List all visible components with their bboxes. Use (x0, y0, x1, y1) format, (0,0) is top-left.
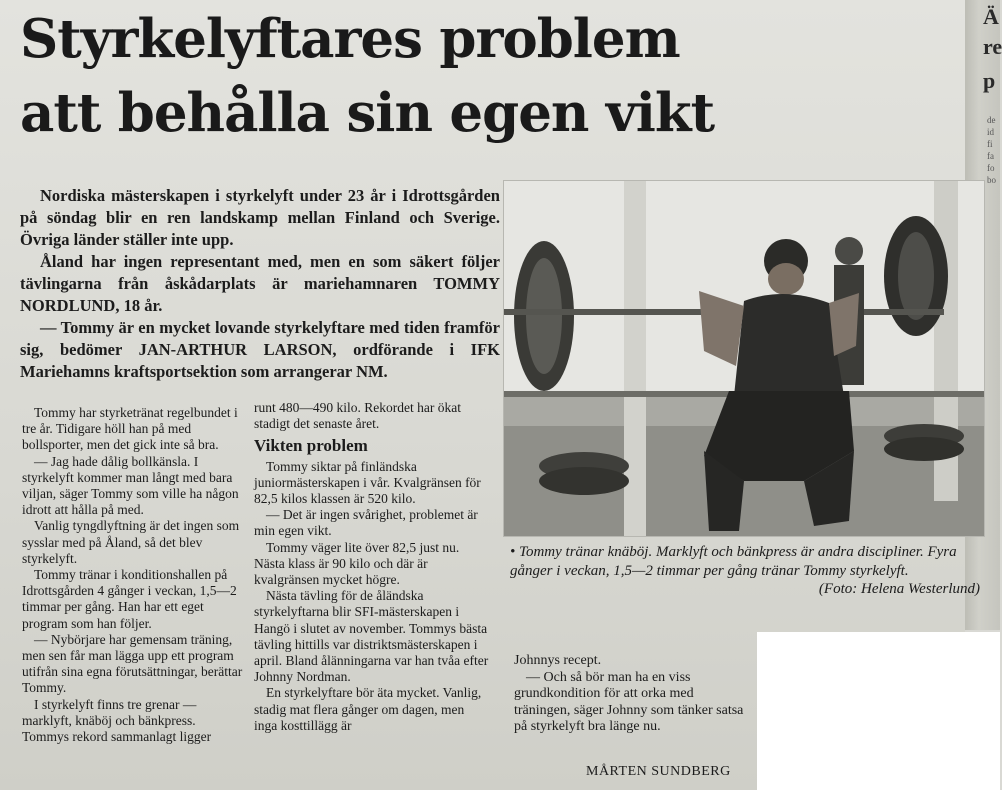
body-paragraph: Nästa tävling för de åländska styrkelyftarna blir SFI-mästerskapen i Hangö i slutet av november. Tommys bästa tävling hittills var distriktsmästerskapen i april. Bland ålänningarna var han tvåa efter Johnny Nordman. (254, 588, 489, 685)
photo-illustration (504, 181, 984, 536)
body-paragraph: Johnnys recept. (514, 653, 602, 668)
photo-caption (510, 543, 980, 599)
body-paragraph: — Det är ingen svårighet, problemet är min egen vikt. (254, 507, 478, 539)
lead-paragraph: — Tommy är en mycket lovande styrkelyftare med tiden framför sig, bedömer JAN-ARTHUR LARSON, ordförande i IFK Mariehamns kraftsportsektion som arrangerar NM. (20, 318, 500, 381)
edge-fragment: id (987, 127, 995, 137)
squat-photo (503, 180, 985, 537)
body-paragraph: Vanlig tyngdlyftning är det ingen som sysslar med på Åland, så det blev styrkelyft. (22, 518, 240, 566)
subheading: Vikten problem (254, 436, 368, 456)
caption-text: • Tommy tränar knäböj. Marklyft och bänkpress är andra discipliner. Fyra gånger i veckan, 1,5—2 timmar per gång tränar Tommy styrkelyft. (510, 544, 957, 579)
edge-fragment: fi (987, 139, 993, 149)
article-column-1 (22, 405, 244, 745)
body-paragraph: — Och så bör man ha en viss grundkondition för att orka med träningen, säger Johnny som tänker satsa på styrkelyft bra länge nu. (514, 669, 744, 734)
blank-corner (757, 632, 1000, 790)
body-paragraph: runt 480—490 kilo. Rekordet har ökat stadigt det senaste året. (254, 400, 461, 432)
body-paragraph: Tommy tränar i konditionshallen på Idrottsgården 4 gånger i veckan, 1,5—2 timmar per gång. Han har ett eget program som han följer. (22, 567, 237, 631)
body-paragraph: Tommy siktar på finländska juniormästerskapen i vår. Kvalgränsen för 82,5 kilos klassen är 520 kilo. (254, 458, 481, 507)
edge-fragment: fa (987, 151, 994, 161)
article-column-3 (514, 653, 746, 736)
lead-paragraph: Åland har ingen representant med, men en som säkert följer tävlingarna från åskådarplats är mariehamnaren TOMMY NORDLUND, 18 år. (20, 252, 500, 315)
lead-paragraph: Nordiska mästerskapen i styrkelyft under 23 år i Idrottsgården på söndag blir en ren landskamp mellan Finland och Sverige. Övriga länder ställer inte upp. (20, 186, 500, 249)
edge-fragment: bo (987, 175, 996, 185)
photo-credit: (Foto: Helena Westerlund) (818, 581, 980, 597)
headline-line-2: att behålla sin egen vikt (20, 82, 715, 144)
edge-letter: Ä (983, 4, 999, 29)
headline-line-1: Styrkelyftares problem (20, 8, 680, 70)
body-paragraph: I styrkelyft finns tre grenar — marklyft, knäböj och bänkpress. Tommys rekord sammanlagt ligger (22, 696, 212, 745)
body-paragraph: — Jag hade dålig bollkänsla. I styrkelyft kommer man långt med bara viljan, säger Tommy som ville ha någon idrott att hålla på med. (22, 453, 239, 518)
headline (20, 2, 780, 150)
edge-fragment: de (987, 115, 996, 125)
article-column-2 (254, 400, 490, 734)
edge-fragment: fo (987, 163, 995, 173)
lead-paragraphs (20, 185, 500, 383)
body-paragraph: Tommy väger lite över 82,5 just nu. Nästa klass är 90 kilo och där är kvalgränsen mycket högre. (254, 539, 460, 588)
body-paragraph: En styrkelyftare bör äta mycket. Vanlig, stadig mat flera gånger om dagen, men inga kosttillägg är (254, 685, 482, 733)
edge-letter: re (983, 34, 1002, 59)
byline: MÅRTEN SUNDBERG (586, 764, 731, 779)
body-paragraph: Tommy har styrketränat regelbundet i tre år. Tidigare höll han på med bollsporter, men det gick inte så bra. (22, 405, 238, 453)
edge-letter: p (983, 68, 996, 93)
body-paragraph: — Nybörjare har gemensam träning, men sen får man lägga upp ett program utifrån sina egna förutsättningar, berättar Tommy. (22, 631, 243, 696)
